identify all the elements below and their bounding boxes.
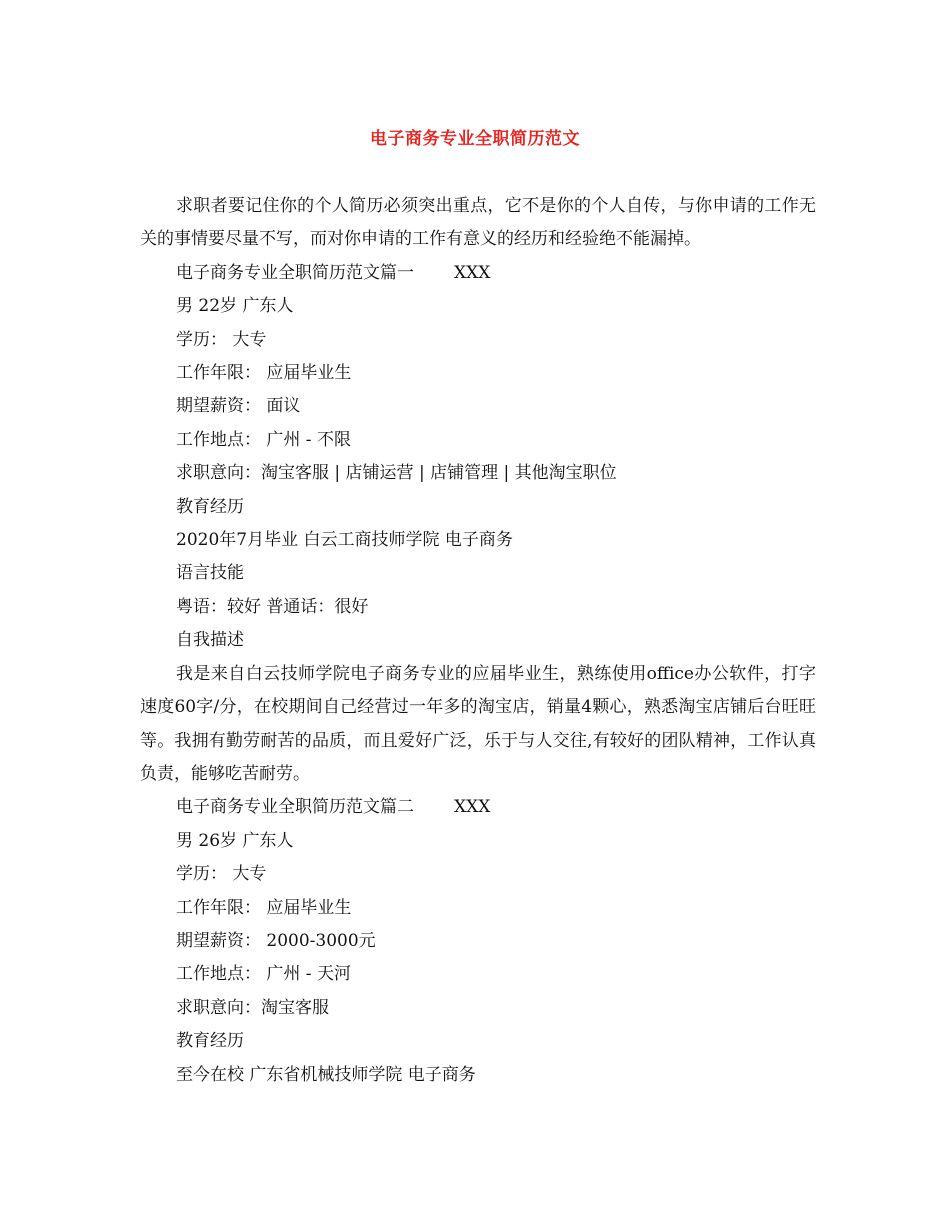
resume2-education-level: 学历： 大专 [176, 864, 267, 885]
resume2-heading: 电子商务专业全职简历范文篇二 [176, 797, 414, 818]
resume1-location: 工作地点： 广州 - 不限 [176, 429, 351, 450]
resume2-intention: 求职意向：淘宝客服 [176, 997, 329, 1018]
resume1-self-description: 我是来自白云技师学院电子商务专业的应届毕业生，熟练使用office办公软件，打字速度60字/分，在校期间自己经营过一年多的淘宝店，销量4颗心，熟悉淘宝店铺后台旺旺等。我拥有勤劳耐苦的品质，而且爱好广泛，乐于与人交往,有较好的团队精神，工作认真负责，能够吃苦耐劳。 [140, 663, 816, 784]
resume2-heading-line [140, 791, 816, 824]
resume2-basic: 男 26岁 广东人 [176, 830, 294, 851]
intro-paragraph: 求职者要记住你的个人简历必须突出重点，它不是你的个人自传，与你申请的工作无关的事情要尽量不写，而对你申请的工作有意义的经历和经验绝不能漏掉。 [140, 196, 816, 250]
resume1-name: XXX [454, 262, 491, 283]
resume2-work-years: 工作年限： 应届毕业生 [176, 897, 352, 918]
resume1-heading: 电子商务专业全职简历范文篇一 [176, 262, 414, 283]
resume1-self-label: 自我描述 [176, 630, 244, 651]
resume1-lang-label: 语言技能 [176, 563, 244, 584]
resume2-salary: 期望薪资： 2000-3000元 [176, 930, 376, 951]
resume1-edu-label: 教育经历 [176, 496, 244, 517]
resume2-name: XXX [454, 797, 491, 818]
resume1-work-years: 工作年限： 应届毕业生 [176, 363, 352, 384]
document-title: 电子商务专业全职简历范文 [370, 129, 580, 149]
resume1-edu-item: 2020年7月毕业 白云工商技师学院 电子商务 [176, 530, 513, 551]
resume1-heading-line [140, 257, 816, 290]
resume1-lang-item: 粤语：较好 普通话：很好 [176, 596, 369, 617]
resume2-edu-label: 教育经历 [176, 1031, 244, 1052]
resume1-basic: 男 22岁 广东人 [176, 296, 294, 317]
document-body [140, 190, 816, 1092]
resume1-salary: 期望薪资： 面议 [176, 396, 301, 417]
resume2-edu-item: 至今在校 广东省机械技师学院 电子商务 [176, 1064, 476, 1085]
resume1-education-level: 学历： 大专 [176, 329, 267, 350]
resume2-location: 工作地点： 广州 - 天河 [176, 964, 351, 985]
resume1-intention: 求职意向：淘宝客服 | 店铺运营 | 店铺管理 | 其他淘宝职位 [176, 463, 617, 484]
